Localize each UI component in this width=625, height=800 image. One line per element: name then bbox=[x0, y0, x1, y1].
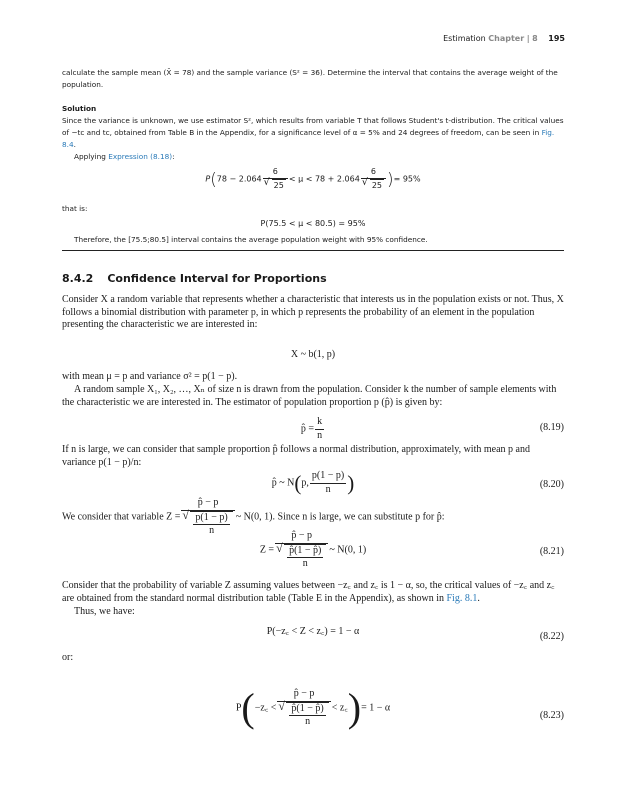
body-paragraph: Thus, we have: bbox=[74, 606, 135, 617]
equation-binomial: X ~ b(1, p) bbox=[290, 349, 336, 360]
running-header bbox=[443, 34, 565, 43]
or-label: or: bbox=[62, 652, 74, 663]
fraction bbox=[310, 470, 346, 496]
text: c, obtained from Table B in the Appendix, for a significance level of α = 5% and 24 degrees of freedom, can be seen in bbox=[105, 128, 542, 137]
eq-text: n bbox=[209, 525, 215, 536]
text: We consider that variable Z = bbox=[62, 511, 181, 523]
eq-text: p(1 − p) bbox=[310, 470, 346, 484]
eq-text: n bbox=[305, 716, 311, 727]
eq-text: < z꜀ bbox=[331, 702, 348, 714]
body-paragraph: Consider X a random variable that represents whether a characteristic that interests us in the population exists or not. Thus, X follows a binomial distribution with parameter p, in which p represents the probability of an element in the population presenting the characteristic we are interested in: bbox=[62, 294, 564, 330]
fraction bbox=[263, 166, 288, 192]
body-paragraph: A random sample X₁, X₂, …, Xₙ of size n is drawn from the population. Consider k the number of sample elements with the characteristic we are interested in. The estimator of population proportion p (p̂) is given by: bbox=[62, 384, 557, 408]
text: ~ N(0, 1). Since n is large, we can substitute p for p̂: bbox=[235, 511, 445, 523]
eq-text: 6 bbox=[361, 166, 386, 179]
eq-text: P bbox=[205, 174, 211, 184]
eq-text: 6 bbox=[263, 166, 288, 179]
eq-text: = 95% bbox=[393, 174, 421, 184]
text: : bbox=[172, 152, 175, 161]
equation-8-22 bbox=[62, 626, 564, 648]
text: Applying bbox=[74, 152, 109, 161]
eq-text: 78 − 2.064 bbox=[216, 174, 262, 184]
eq-text: < μ < 78 + 2.064 bbox=[288, 174, 360, 184]
equation-result: P(75.5 < μ < 80.5) = 95% bbox=[260, 219, 366, 228]
eq-text: √ p̂(1 − p̂) bbox=[287, 545, 323, 559]
expression-link[interactable]: Expression (8.18) bbox=[108, 152, 173, 161]
equation-number: (8.21) bbox=[539, 545, 564, 557]
header-separator: | bbox=[526, 34, 530, 43]
body-paragraph: with mean μ = p and variance σ² = p(1 − p). bbox=[62, 371, 238, 382]
header-chapter: Chapter bbox=[488, 34, 525, 43]
fraction bbox=[361, 166, 386, 192]
fraction bbox=[275, 530, 328, 571]
equation-8-23: P(−z꜀ < p̂ − p √ $\frac{p̂(1 - p̂)}{n}$ < z꜀)= 1 − α (8.23) bbox=[62, 688, 564, 744]
divider bbox=[62, 250, 564, 251]
equation-interval: P(78 − 2.064 6 √ 25 < μ < 78 + 2.064 6 √ 25 )= 95% bbox=[62, 166, 564, 192]
equation-number: (8.20) bbox=[539, 478, 564, 490]
eq-text: √ p̂(1 − p̂) bbox=[289, 703, 325, 717]
eq-text: P bbox=[235, 702, 242, 714]
equation-8-20: p̂ ~ N(p, $\frac{p(1 - p)}{n}$ ) (8.20) bbox=[271, 470, 564, 495]
fig-link[interactable]: Fig. 8.4 bbox=[62, 128, 555, 149]
eq-text: P(−z꜀ < Z < z꜀) = 1 − α bbox=[266, 626, 360, 637]
eq-text: n bbox=[317, 429, 323, 441]
section-heading bbox=[62, 272, 341, 285]
fig-link[interactable]: Fig. 8.1 bbox=[446, 592, 478, 604]
text: c and t bbox=[80, 128, 106, 137]
eq-text: k bbox=[315, 416, 324, 430]
text: Since the variance is unknown, we use estimator S², which results from variable T that follows Student's t-distribution. The critical values of −t bbox=[62, 116, 564, 137]
header-chapter-number: 8 bbox=[532, 34, 538, 43]
equation-number: (8.23) bbox=[539, 709, 564, 721]
equation-number: (8.19) bbox=[539, 421, 564, 433]
section-title: Confidence Interval for Proportions bbox=[107, 272, 327, 285]
eq-text: √ p(1 − p) bbox=[193, 512, 229, 526]
eq-text: p̂ − p bbox=[181, 497, 234, 511]
solution-heading: Solution bbox=[62, 104, 97, 113]
header-section: Estimation bbox=[443, 34, 486, 43]
eq-text: p̂ = bbox=[300, 423, 315, 435]
equation-8-19 bbox=[62, 416, 564, 440]
fraction bbox=[277, 688, 330, 729]
text: . bbox=[477, 592, 480, 604]
body-paragraph: If n is large, we can consider that sample proportion p̂ follows a normal distribution, approximately, with mean p and variance p(1 − p)/n: bbox=[62, 444, 530, 468]
fraction bbox=[315, 416, 324, 442]
solution-paragraph bbox=[62, 115, 564, 151]
applying-paragraph bbox=[62, 151, 564, 163]
eq-text: n bbox=[302, 558, 308, 569]
eq-text: p̂ − p bbox=[277, 688, 330, 702]
equation-number: (8.22) bbox=[539, 630, 564, 642]
eq-text: ~ N(0, 1) bbox=[329, 544, 367, 556]
eq-text: Z = bbox=[259, 544, 275, 556]
eq-text: p̂ ~ N bbox=[271, 477, 295, 489]
eq-text: −z꜀ < bbox=[254, 702, 277, 714]
eq-text: n bbox=[325, 483, 331, 495]
section-number: 8.4.2 bbox=[62, 272, 94, 285]
equation-8-21 bbox=[62, 530, 564, 574]
that-is-label: that is: bbox=[62, 204, 88, 213]
body-paragraph bbox=[62, 580, 564, 605]
eq-text: √ 25 bbox=[272, 179, 286, 192]
text: Consider that the probability of variable Z assuming values between −z꜀ and z꜀ is 1 − α, so, the critical values of −z꜀ and z꜀ are obtained from the standard normal distribution table (Table E in the Appendix), as shown in bbox=[62, 580, 555, 604]
text: . bbox=[73, 140, 76, 149]
eq-text: = 1 − α bbox=[361, 702, 391, 714]
example-paragraph: calculate the sample mean (X̄ = 78) and the sample variance (S² = 36). Determine the interval that contains the average weight of the population. bbox=[62, 68, 558, 89]
eq-text: p, bbox=[301, 477, 309, 489]
eq-text: √ 25 bbox=[370, 179, 384, 192]
eq-text: p̂ − p bbox=[275, 530, 328, 544]
conclusion-paragraph: Therefore, the [75.5;80.5] interval contains the average population weight with 95% confidence. bbox=[74, 235, 428, 244]
page-number: 195 bbox=[548, 34, 565, 43]
